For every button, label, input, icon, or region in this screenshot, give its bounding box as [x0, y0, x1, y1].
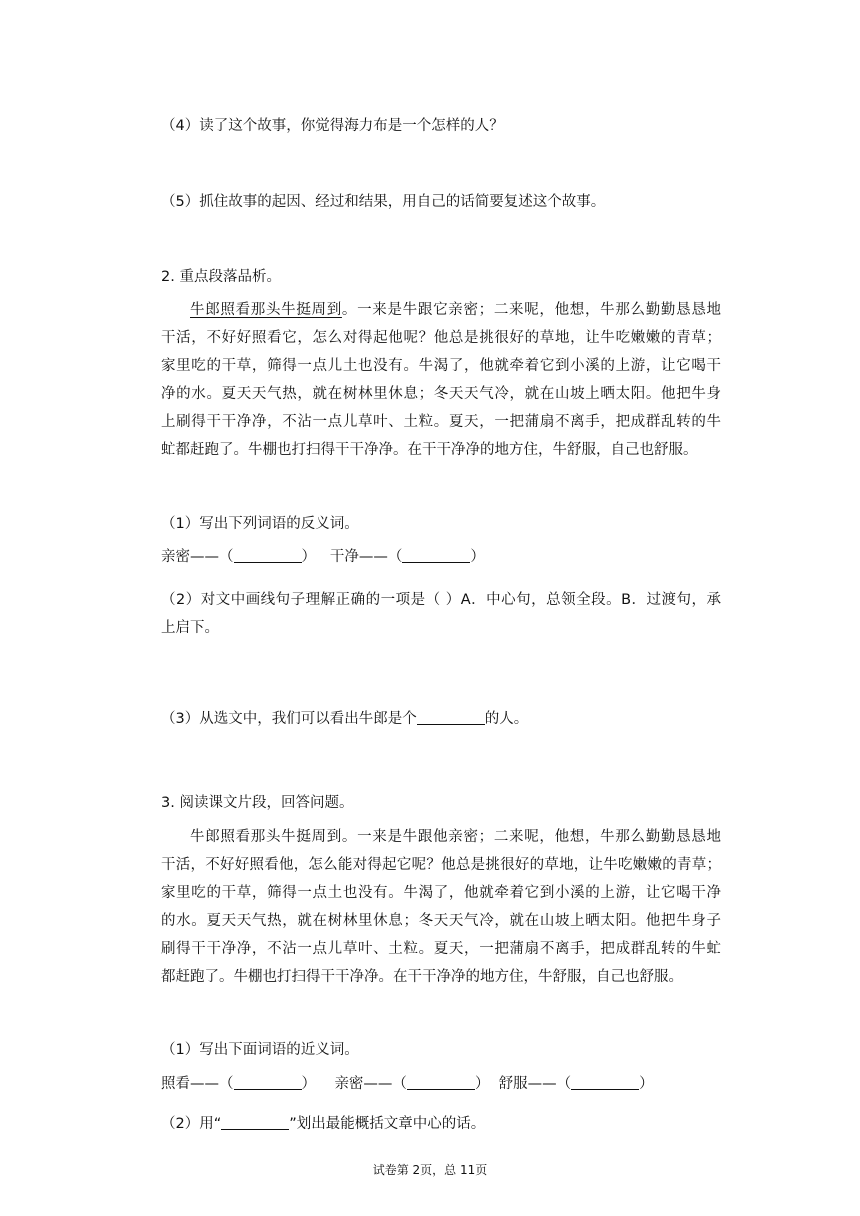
- answer-blank[interactable]: [417, 710, 485, 725]
- passage-line: 干活，不好好照看他，怎么能对得起它呢？他总是挑很好的草地，让牛吃嫩嫩的青草；: [161, 857, 721, 873]
- passage-line: 上刷得干干净净，不沾一点儿草叶、土粒。夏天，一把蒲扇不离手，把成群乱转的牛: [161, 414, 721, 430]
- question-2-heading: 2. 重点段落品析。: [161, 269, 281, 285]
- question-3-passage: [161, 827, 721, 995]
- question-3-synonym-row: 照看——（ ） 亲密——（ ） 舒服——（ ）: [161, 1076, 654, 1092]
- question-2-passage: [161, 300, 721, 468]
- answer-blank[interactable]: [407, 1075, 475, 1090]
- passage-line: 家里吃的干草，筛得一点儿土也没有。牛渴了，他就牵着它到小溪的上游，让它喝干: [161, 358, 721, 374]
- passage-line: 净的水。夏天天气热，就在树林里休息；冬天天气冷，就在山坡上晒太阳。他把牛身: [161, 386, 721, 402]
- question-3-heading: 3. 阅读课文片段，回答问题。: [161, 795, 354, 811]
- question-line: 上启下。: [161, 620, 219, 636]
- passage-line: 虻都赶跑了。牛棚也打扫得干干净净。在干干净净的地方住，牛舒服，自己也舒服。: [161, 442, 698, 458]
- underlined-sentence: 牛郎照看那头牛挺周到: [190, 302, 342, 318]
- answer-blank[interactable]: [221, 1115, 289, 1130]
- passage-line: 都赶跑了。牛棚也打扫得干干净净。在干干净净的地方住，牛舒服，自己也舒服。: [161, 969, 683, 985]
- question-1-sub-4: （4）读了这个故事，你觉得海力布是一个怎样的人？: [161, 118, 504, 134]
- answer-blank[interactable]: [234, 1075, 302, 1090]
- passage-line: 牛郎照看那头牛挺周到。一来是牛跟他亲密；二来呢，他想，牛那么勤勤恳恳地: [190, 829, 721, 845]
- passage-line: 家里吃的干草，筛得一点土也没有。牛渴了，他就牵着它到小溪的上游，让它喝干净: [161, 885, 721, 901]
- answer-blank[interactable]: [571, 1075, 639, 1090]
- question-2-sub-3: （3）从选文中，我们可以看出牛郎是个 的人。: [161, 711, 529, 727]
- question-3-sub-1: （1）写出下面词语的近义词。: [161, 1042, 359, 1058]
- answer-blank[interactable]: [234, 548, 302, 563]
- passage-line: 牛郎照看那头牛挺周到。一来是牛跟它亲密；二来呢，他想，牛那么勤勤恳恳地: [190, 302, 722, 318]
- question-2-antonym-row: 亲密——（ ） 干净——（ ）: [161, 549, 485, 565]
- answer-blank[interactable]: [402, 548, 470, 563]
- question-line: （2）对文中画线句子理解正确的一项是（ ）A．中心句，总领全段。B．过渡句，承: [161, 592, 721, 608]
- passage-line: 的水。夏天天气热，就在树林里休息；冬天天气冷，就在山坡上晒太阳。他把牛身子: [161, 913, 721, 929]
- question-2-sub-1: （1）写出下列词语的反义词。: [161, 516, 359, 532]
- passage-line: 干活，不好好照看它，怎么对得起他呢？他总是挑很好的草地，让牛吃嫩嫩的青草；: [161, 330, 721, 346]
- question-3-sub-2: （2）用“ ”划出最能概括文章中心的话。: [161, 1116, 486, 1132]
- passage-line: 刷得干干净净，不沾一点儿草叶、土粒。夏天，一把蒲扇不离手，把成群乱转的牛虻: [161, 941, 721, 957]
- question-2-sub-2: [161, 590, 721, 646]
- page-footer: 试卷第 2页，总 11页: [372, 1163, 488, 1177]
- question-1-sub-5: （5）抓住故事的起因、经过和结果，用自己的话简要复述这个故事。: [161, 194, 606, 210]
